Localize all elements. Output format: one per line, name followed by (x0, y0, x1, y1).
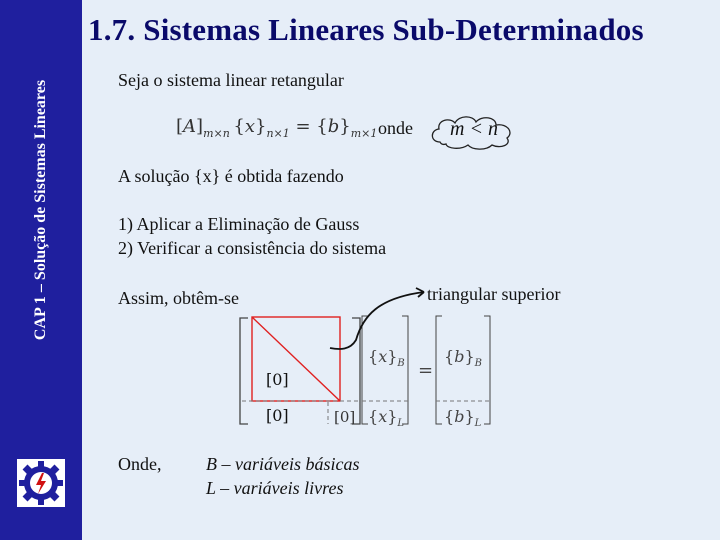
step-1: 1) Aplicar a Eliminação de Gauss (118, 214, 360, 234)
triangular-label: triangular superior (427, 284, 561, 304)
partitioned-system-diagram (228, 280, 708, 440)
slide-title: 1.7. Sistemas Lineares Sub-Determinados (88, 12, 644, 47)
system-equation: $[A]_{m\times n}$ $\{x\}_{n\times 1} = \{b\}_{m\times 1}$ (176, 116, 378, 140)
svg-text:{b}B: $\{b\}_B$ (444, 347, 482, 369)
svg-text:{b}L: $\{b\}_L$ (444, 407, 482, 429)
sidebar (0, 0, 82, 540)
onde-text: onde (378, 118, 413, 138)
onde-label: Onde, (118, 454, 162, 474)
livres-text: L – variáveis livres (206, 478, 344, 498)
assim-text: Assim, obtêm-se (118, 288, 239, 308)
condition-text: m < n (450, 118, 498, 140)
intro-text: Seja o sistema linear retangular (118, 70, 344, 90)
gear-logo-icon (15, 457, 67, 509)
step-2: 2) Verificar a consistência do sistema (118, 238, 387, 258)
svg-text:{x}B: $\{x\}_B$ (368, 347, 405, 369)
basicas-text: B – variáveis básicas (206, 454, 360, 474)
chapter-title: CAP 1 – Solução de Sistemas Lineares (32, 79, 49, 341)
svg-text:=: = (418, 360, 434, 381)
zero-block-bottom: [0] (266, 406, 289, 425)
zero-block-left: [0] (266, 370, 289, 389)
svg-text:{x}L: $\{x\}_L$ (368, 407, 405, 429)
solution-text: A solução {x} é obtida fazendo (118, 166, 344, 186)
svg-text:[0]: [0] (334, 408, 356, 426)
